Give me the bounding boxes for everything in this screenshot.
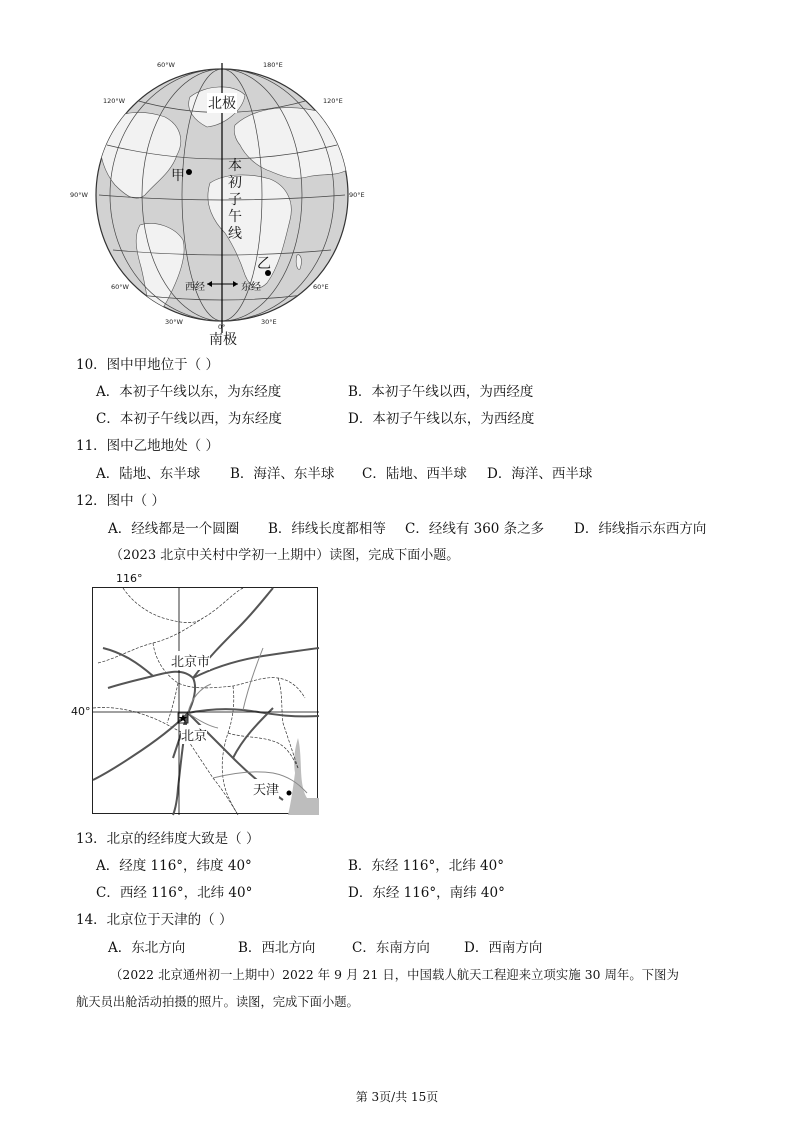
pm-char: 线 bbox=[228, 226, 242, 242]
intro-space-line1: （2022 北京通州初一上期中）2022 年 9 月 21 日，中国载人航天工程迎来立项实施 30 周年。下图为 bbox=[110, 968, 679, 982]
q11-option-c[interactable]: C．陆地、西半球 bbox=[362, 466, 467, 482]
coord-label: 60°W bbox=[111, 283, 129, 291]
west-longitude-label: 西经 bbox=[185, 282, 205, 293]
point-jia-label: 甲 bbox=[171, 168, 185, 184]
coord-label: 30°E bbox=[261, 318, 277, 326]
pm-char: 子 bbox=[228, 192, 242, 208]
coord-label: 60°E bbox=[313, 283, 329, 291]
coord-label: 120°W bbox=[103, 97, 126, 105]
map-longitude-label: 116° bbox=[116, 572, 143, 585]
question-13-stem: 13．北京的经纬度大致是（ ） bbox=[76, 831, 260, 847]
coord-label: 180°E bbox=[263, 61, 283, 69]
question-11-stem: 11．图中乙地地处（ ） bbox=[76, 438, 219, 454]
intro-space-line2: 航天员出舱活动拍摄的照片。读图，完成下面小题。 bbox=[76, 995, 359, 1009]
q14-option-b[interactable]: B．西北方向 bbox=[238, 940, 316, 956]
question-12-stem: 12．图中（ ） bbox=[76, 493, 165, 509]
coord-label: 30°W bbox=[165, 318, 183, 326]
page-footer: 第 3页/共 15页 bbox=[355, 1090, 439, 1104]
prime-meridian-label bbox=[228, 158, 244, 243]
map-latitude-label: 40° bbox=[71, 705, 91, 718]
tianjin-label: 天津 bbox=[253, 779, 279, 798]
north-pole-label: 北极 bbox=[207, 93, 237, 113]
beijing-city-label: 北京市 bbox=[171, 651, 210, 670]
q14-option-a[interactable]: A．东北方向 bbox=[108, 940, 186, 956]
pm-char: 本 bbox=[228, 158, 242, 174]
q13-option-c[interactable]: C．西经 116°，北纬 40° bbox=[96, 885, 253, 901]
beijing-map bbox=[92, 587, 318, 814]
q11-option-a[interactable]: A．陆地、东半球 bbox=[96, 466, 201, 482]
tianjin-marker bbox=[287, 791, 292, 796]
railways bbox=[93, 588, 319, 815]
q10-option-b[interactable]: B．本初子午线以西，为西经度 bbox=[348, 384, 534, 400]
q12-option-b[interactable]: B．纬线长度都相等 bbox=[268, 521, 386, 537]
coord-label: 90°W bbox=[70, 191, 88, 199]
q13-option-a[interactable]: A．经度 116°，纬度 40° bbox=[96, 858, 252, 874]
question-14-stem: 14．北京位于天津的（ ） bbox=[76, 912, 233, 928]
point-yi-label: 乙 bbox=[257, 256, 271, 272]
coord-label: 90°E bbox=[349, 191, 365, 199]
q10-option-d[interactable]: D．本初子午线以东，为西经度 bbox=[348, 411, 535, 427]
pm-char: 午 bbox=[228, 209, 242, 225]
q14-option-c[interactable]: C．东南方向 bbox=[352, 940, 430, 956]
beijing-map-svg bbox=[93, 588, 319, 815]
south-pole-label: 南极 bbox=[209, 332, 237, 348]
q14-option-d[interactable]: D．西南方向 bbox=[464, 940, 543, 956]
globe-figure bbox=[70, 55, 365, 355]
intro-beijing: （2023 北京中关村中学初一上期中）读图，完成下面小题。 bbox=[110, 548, 460, 563]
q11-option-d[interactable]: D．海洋、西半球 bbox=[487, 466, 593, 482]
coord-label: 120°E bbox=[323, 97, 343, 105]
east-longitude-label: 东经 bbox=[241, 282, 261, 293]
q11-option-b[interactable]: B．海洋、东半球 bbox=[230, 466, 335, 482]
q13-option-b[interactable]: B．东经 116°，北纬 40° bbox=[348, 858, 504, 874]
q12-option-c[interactable]: C．经线有 360 条之多 bbox=[405, 521, 545, 537]
coord-label: 0° bbox=[218, 323, 226, 331]
point-jia-marker bbox=[186, 169, 192, 175]
q12-option-a[interactable]: A．经线都是一个圆圈 bbox=[108, 521, 240, 537]
sea-area bbox=[288, 738, 319, 815]
beijing-label: 北京 bbox=[181, 725, 207, 744]
coord-label: 60°W bbox=[157, 61, 175, 69]
pm-char: 初 bbox=[228, 175, 242, 191]
q12-option-d[interactable]: D．纬线指示东西方向 bbox=[574, 521, 707, 537]
question-10-stem: 10．图中甲地位于（ ） bbox=[76, 357, 219, 373]
q10-option-c[interactable]: C．本初子午线以西，为东经度 bbox=[96, 411, 282, 427]
q10-option-a[interactable]: A．本初子午线以东，为东经度 bbox=[96, 384, 282, 400]
q13-option-d[interactable]: D．东经 116°，南纬 40° bbox=[348, 885, 505, 901]
